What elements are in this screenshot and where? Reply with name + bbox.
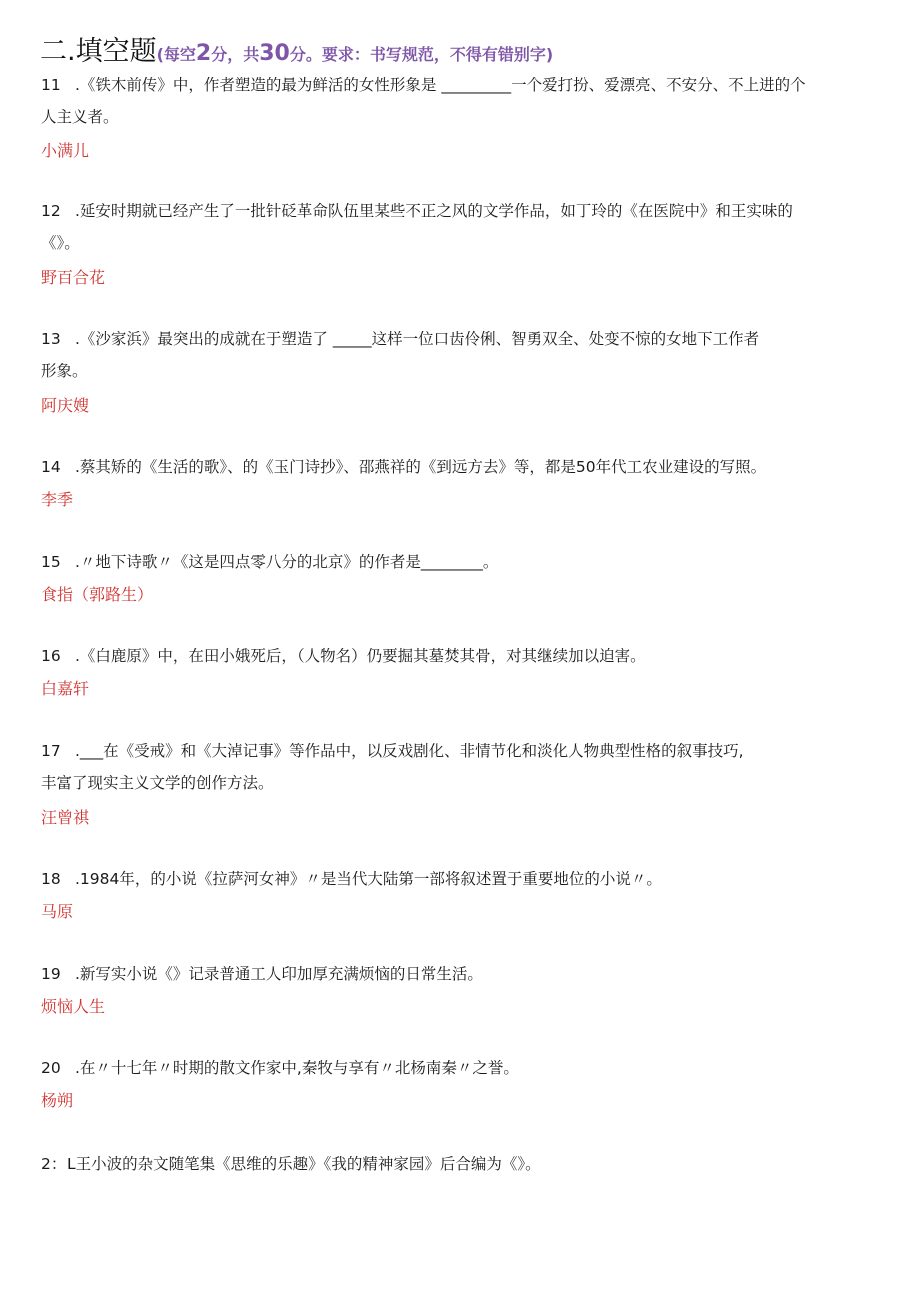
question-text: .在〃十七年〃时期的散文作家中,秦牧与享有〃北杨南秦〃之誉。 bbox=[75, 1059, 519, 1077]
question-text: .新写实小说《》记录普通工人印加厚充满烦恼的日常生活。 bbox=[75, 965, 483, 983]
question-19 bbox=[41, 958, 891, 990]
question-text-continued: 《》。 bbox=[41, 234, 80, 252]
question-number: 16 bbox=[41, 647, 61, 665]
answer-20: 杨朔 bbox=[41, 1091, 74, 1110]
answer-19: 烦恼人生 bbox=[41, 997, 106, 1016]
answer-18: 马原 bbox=[41, 902, 74, 921]
score-per-blank: 2 bbox=[195, 41, 212, 66]
answer-14: 李季 bbox=[41, 490, 74, 509]
question-16 bbox=[41, 640, 891, 672]
answer-13: 阿庆嫂 bbox=[41, 396, 90, 415]
section-title bbox=[40, 34, 553, 73]
question-12 bbox=[41, 195, 891, 259]
section-heading: 二.填空题 bbox=[40, 36, 157, 67]
question-text: L王小波的杂文随笔集《思维的乐趣》《我的精神家园》后合编为《》。 bbox=[67, 1155, 541, 1173]
question-number: 19 bbox=[41, 965, 61, 983]
question-number: 14 bbox=[41, 458, 61, 476]
question-number: 18 bbox=[41, 870, 61, 888]
answer-16: 白嘉轩 bbox=[41, 679, 90, 698]
question-11 bbox=[41, 69, 891, 133]
question-17 bbox=[41, 735, 891, 799]
question-number: 15 bbox=[41, 553, 61, 571]
answer-12: 野百合花 bbox=[41, 268, 106, 287]
answer-15: 食指（郭路生） bbox=[41, 585, 154, 604]
question-text-continued: 人主义者。 bbox=[41, 108, 119, 126]
question-15 bbox=[41, 546, 891, 578]
section-instructions: (每空2分，共30分。要求：书写规范，不得有错别字) bbox=[156, 41, 554, 66]
question-21 bbox=[41, 1148, 891, 1180]
question-text: .___在《受戒》和《大淖记事》等作品中，以反戏剧化、非情节化和淡化人物典型性格的叙事技巧, bbox=[75, 742, 744, 760]
question-text: .《沙家浜》最突出的成就在于塑造了 _____这样一位口齿伶俐、智勇双全、处变不惊的女地下工作者 bbox=[75, 330, 760, 348]
question-text-continued: 形象。 bbox=[41, 362, 88, 380]
question-number: 13 bbox=[41, 330, 61, 348]
answer-17: 汪曾祺 bbox=[41, 808, 90, 827]
question-text: .《白鹿原》中，在田小娥死后，（人物名）仍要掘其墓焚其骨，对其继续加以迫害。 bbox=[75, 647, 646, 665]
question-number: 20 bbox=[41, 1059, 61, 1077]
answer-11: 小满儿 bbox=[41, 141, 90, 160]
question-text: .延安时期就已经产生了一批针砭革命队伍里某些不正之风的文学作品，如丁玲的《在医院中》和王实味的 bbox=[75, 202, 793, 220]
question-18 bbox=[41, 863, 891, 895]
question-number: 2： bbox=[41, 1155, 67, 1173]
question-text: .《铁木前传》中，作者塑造的最为鲜活的女性形象是 _________一个爱打扮、爱漂亮、不安分、不上进的个 bbox=[75, 76, 806, 94]
question-text: .〃地下诗歌〃《这是四点零八分的北京》的作者是________。 bbox=[75, 553, 499, 571]
total-score: 30 bbox=[259, 41, 290, 66]
question-20 bbox=[41, 1052, 891, 1084]
question-text: .蔡其矫的《生活的歌》、的《玉门诗抄》、邵燕祥的《到远方去》等，都是50年代工农业建设的写照。 bbox=[75, 458, 767, 476]
question-number: 17 bbox=[41, 742, 61, 760]
question-text: .1984年，的小说《拉萨河女神》〃是当代大陆第一部将叙述置于重要地位的小说〃。 bbox=[75, 870, 662, 888]
question-number: 12 bbox=[41, 202, 61, 220]
question-number: 11 bbox=[41, 76, 61, 94]
question-14 bbox=[41, 451, 891, 483]
question-13 bbox=[41, 323, 891, 387]
question-text-continued: 丰富了现实主义文学的创作方法。 bbox=[41, 774, 274, 792]
